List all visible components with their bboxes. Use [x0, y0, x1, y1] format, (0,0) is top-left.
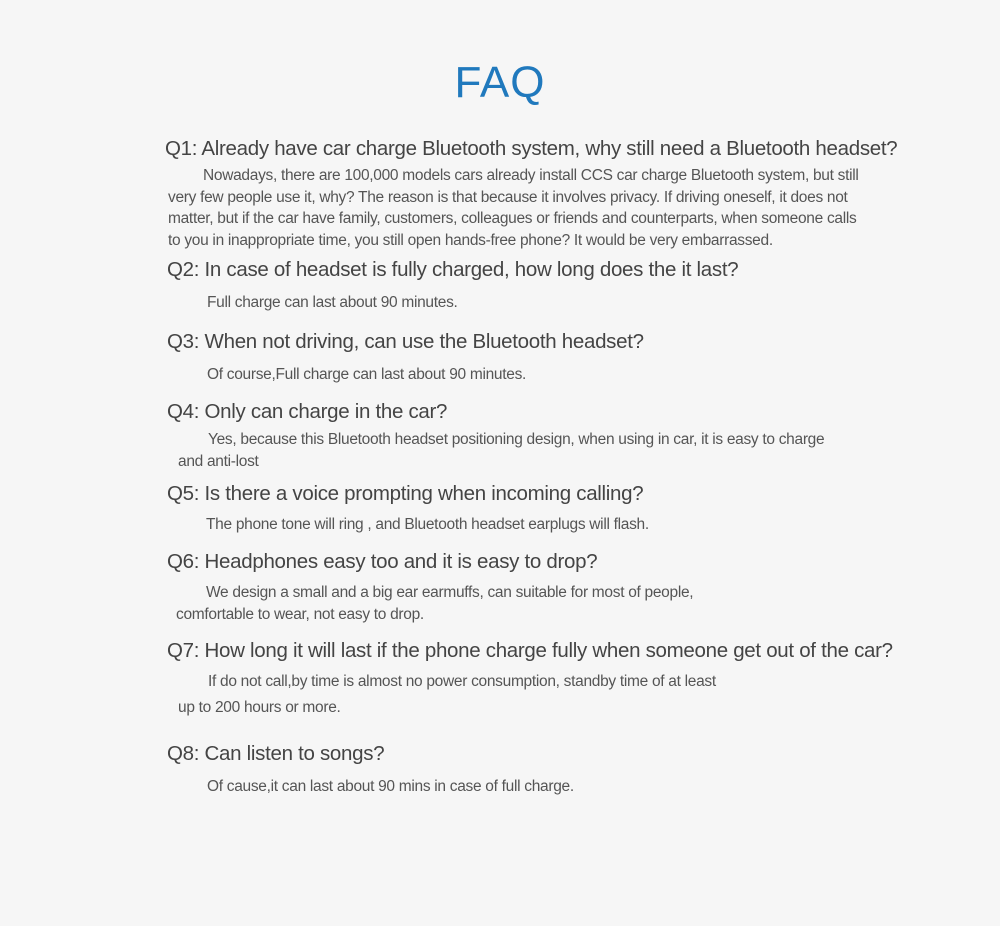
- faq-answer-2-line-1: Full charge can last about 90 minutes.: [207, 294, 458, 311]
- faq-answer-1-line-2: very few people use it, why? The reason is that because it involves privacy. If driving oneself, it does not: [168, 188, 848, 206]
- faq-answer-1-line-1: Nowadays, there are 100,000 models cars already install CCS car charge Bluetooth system, but still: [203, 167, 859, 184]
- faq-answer-7-line-2: up to 200 hours or more.: [178, 698, 341, 716]
- faq-answer-4-line-1: Yes, because this Bluetooth headset positioning design, when using in car, it is easy to charge: [208, 431, 825, 448]
- faq-answer-3-line-1: Of course,Full charge can last about 90 minutes.: [207, 366, 527, 383]
- faq-answer-6: [176, 582, 693, 625]
- faq-answer-5: [206, 514, 649, 536]
- faq-answer-2: [207, 292, 458, 314]
- page-title: FAQ: [454, 58, 546, 107]
- faq-answer-7-line-1: If do not call,by time is almost no power consumption, standby time of at least: [208, 673, 716, 690]
- faq-question-7: Q7: How long it will last if the phone charge fully when someone get out of the car?: [167, 639, 893, 662]
- faq-question-6: Q6: Headphones easy too and it is easy to drop?: [167, 550, 598, 573]
- faq-answer-1: [168, 165, 859, 251]
- faq-answer-8: [207, 776, 574, 798]
- faq-answer-7: [178, 671, 716, 718]
- faq-question-4: Q4: Only can charge in the car?: [167, 400, 448, 423]
- faq-question-8: Q8: Can listen to songs?: [167, 742, 385, 765]
- faq-answer-3: [207, 364, 526, 386]
- faq-answer-4: [178, 429, 824, 472]
- faq-answer-1-line-4: to you in inappropriate time, you still open hands-free phone? It would be very embarrassed.: [168, 231, 773, 249]
- faq-question-5: Q5: Is there a voice prompting when incoming calling?: [167, 482, 644, 505]
- faq-question-1: Q1: Already have car charge Bluetooth system, why still need a Bluetooth headset?: [165, 137, 898, 160]
- faq-question-2: Q2: In case of headset is fully charged, how long does the it last?: [167, 258, 739, 281]
- faq-answer-8-line-1: Of cause,it can last about 90 mins in case of full charge.: [207, 778, 574, 795]
- faq-answer-4-line-2: and anti-lost: [178, 452, 259, 470]
- faq-answer-5-line-1: The phone tone will ring , and Bluetooth headset earplugs will flash.: [206, 516, 649, 533]
- faq-answer-1-line-3: matter, but if the car have family, customers, colleagues or friends and counterparts, when someone calls: [168, 210, 857, 227]
- faq-answer-6-line-2: comfortable to wear, not easy to drop.: [176, 605, 424, 623]
- faq-answer-6-line-1: We design a small and a big ear earmuffs, can suitable for most of people,: [206, 584, 694, 601]
- faq-question-3: Q3: When not driving, can use the Bluetooth headset?: [167, 330, 644, 353]
